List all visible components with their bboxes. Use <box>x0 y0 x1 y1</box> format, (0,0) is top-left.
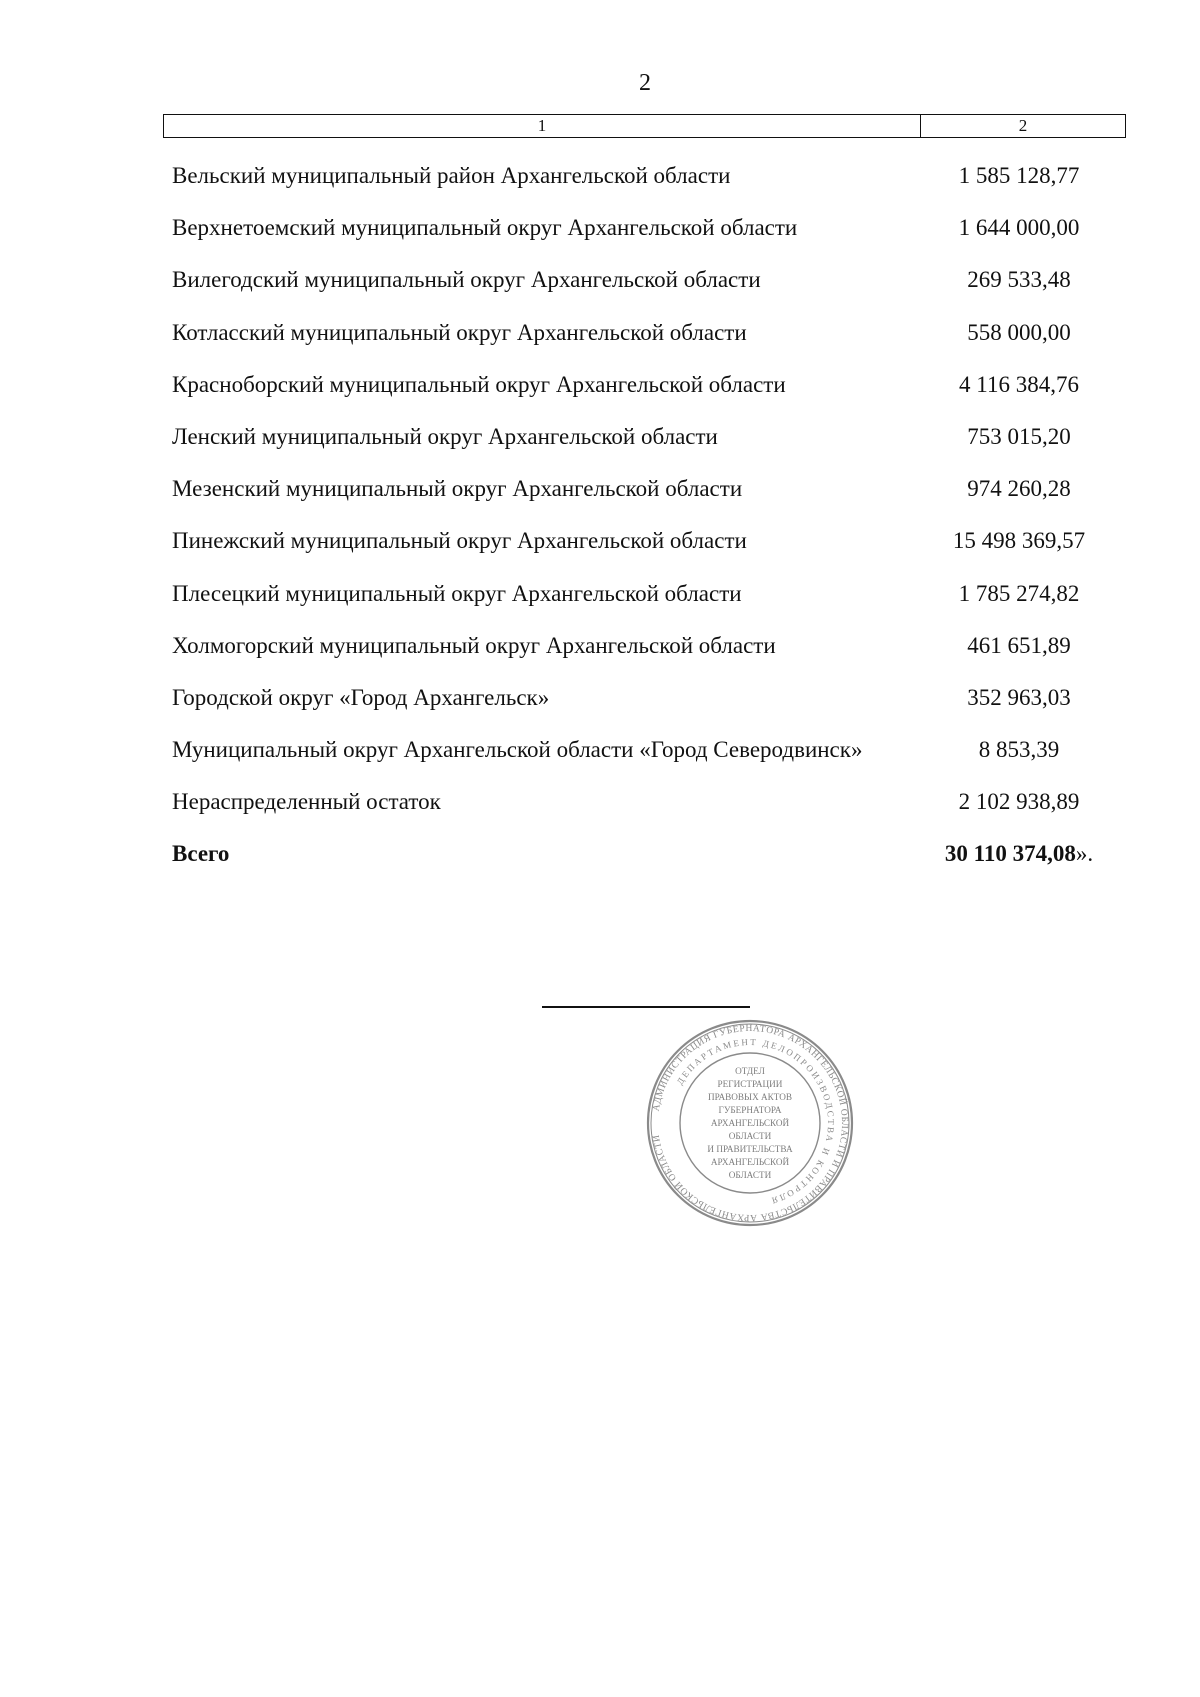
municipality-name: Вельский муниципальный район Архангельской области <box>172 163 731 188</box>
seal-center-line: РЕГИСТРАЦИИ <box>717 1079 783 1089</box>
table-row <box>172 526 1122 578</box>
closing-divider-line <box>542 1006 750 1008</box>
amount-value: 269 533,48 <box>967 267 1071 293</box>
municipality-name: Плесецкий муниципальный округ Архангельской области <box>172 580 742 606</box>
municipality-name: Вилегодский муниципальный округ Архангельской области <box>172 267 761 293</box>
total-row <box>172 839 1122 891</box>
amount-value: 1 785 274,82 <box>958 580 1080 606</box>
municipality-name: Верхнетоемский муниципальный округ Архангельской области <box>172 215 798 241</box>
municipality-name: Холмогорский муниципальный округ Архангельской области <box>172 632 776 658</box>
seal-center-line: АРХАНГЕЛЬСКОЙ <box>710 1118 790 1128</box>
column-number-1: 1 <box>164 115 921 137</box>
seal-center-line: ПРАВОВЫХ АКТОВ <box>707 1092 793 1102</box>
amount-value: 753 015,20 <box>967 423 1071 449</box>
total-label: Всего <box>172 841 230 867</box>
municipality-name: Нераспределенный остаток <box>172 789 441 815</box>
total-value: 30 110 374,08 <box>944 841 1076 867</box>
seal-center-line: АРХАНГЕЛЬСКОЙ <box>710 1157 790 1167</box>
amount-value: 1 644 000,00 <box>958 215 1080 241</box>
municipality-name: Красноборский муниципальный округ Архангельской области <box>172 371 786 397</box>
amount-value: 352 963,03 <box>967 684 1071 710</box>
amount-value: 558 000,00 <box>967 319 1071 345</box>
municipality-name: Ленский муниципальный округ Архангельской области <box>172 423 718 449</box>
amount-value: 8 853,39 <box>978 737 1060 763</box>
page-number: 2 <box>639 70 651 96</box>
total-closing-quote: ». <box>1075 841 1094 867</box>
table-row <box>172 161 1122 213</box>
table-row <box>172 370 1122 422</box>
amount-value: 15 498 369,57 <box>952 528 1086 554</box>
amount-value: 2 102 938,89 <box>958 789 1080 815</box>
table-row <box>172 474 1122 526</box>
seal-center-line: ОБЛАСТИ <box>728 1170 772 1180</box>
table-row <box>172 683 1122 735</box>
total-amount <box>924 839 1114 869</box>
municipality-name: Муниципальный округ Архангельской области «Город Северодвинск» <box>172 737 863 763</box>
seal-center-line: ГУБЕРНАТОРА <box>718 1105 782 1115</box>
municipality-name: Пинежский муниципальный округ Архангельской области <box>172 528 747 554</box>
table-row <box>172 787 1122 839</box>
table-row <box>172 213 1122 265</box>
table-column-header <box>163 114 1126 138</box>
seal-center-line: И ПРАВИТЕЛЬСТВА <box>707 1144 793 1154</box>
distribution-table <box>172 161 1122 892</box>
seal-center-line: ОТДЕЛ <box>735 1066 765 1076</box>
table-row <box>172 318 1122 370</box>
seal-center-line: ОБЛАСТИ <box>728 1131 772 1141</box>
table-row <box>172 735 1122 787</box>
amount-value: 4 116 384,76 <box>959 371 1079 397</box>
municipality-name: Городской округ «Город Архангельск» <box>172 684 550 710</box>
municipality-name: Мезенский муниципальный округ Архангельской области <box>172 476 743 502</box>
seal-inner-text: ДЕПАРТАМЕНТ ДЕЛОПРОИЗВОДСТВА И КОНТРОЛЯ <box>674 1036 837 1207</box>
amount-value: 974 260,28 <box>967 476 1071 502</box>
table-row <box>172 631 1122 683</box>
municipality-name: Котласский муниципальный округ Архангельской области <box>172 319 747 345</box>
table-row <box>172 265 1122 317</box>
table-row <box>172 422 1122 474</box>
amount-value: 461 651,89 <box>967 632 1071 658</box>
table-row <box>172 579 1122 631</box>
amount-value: 1 585 128,77 <box>958 163 1080 188</box>
seal-outer-text: АДМИНИСТРАЦИЯ ГУБЕРНАТОРА АРХАНГЕЛЬСКОЙ ОБЛАСТИ И ПРАВИТЕЛЬСТВА АРХАНГЕЛЬСКОЙ ОБЛАСТИ <box>651 1023 850 1223</box>
column-number-2: 2 <box>1018 116 1028 135</box>
official-seal-stamp <box>645 1018 855 1228</box>
